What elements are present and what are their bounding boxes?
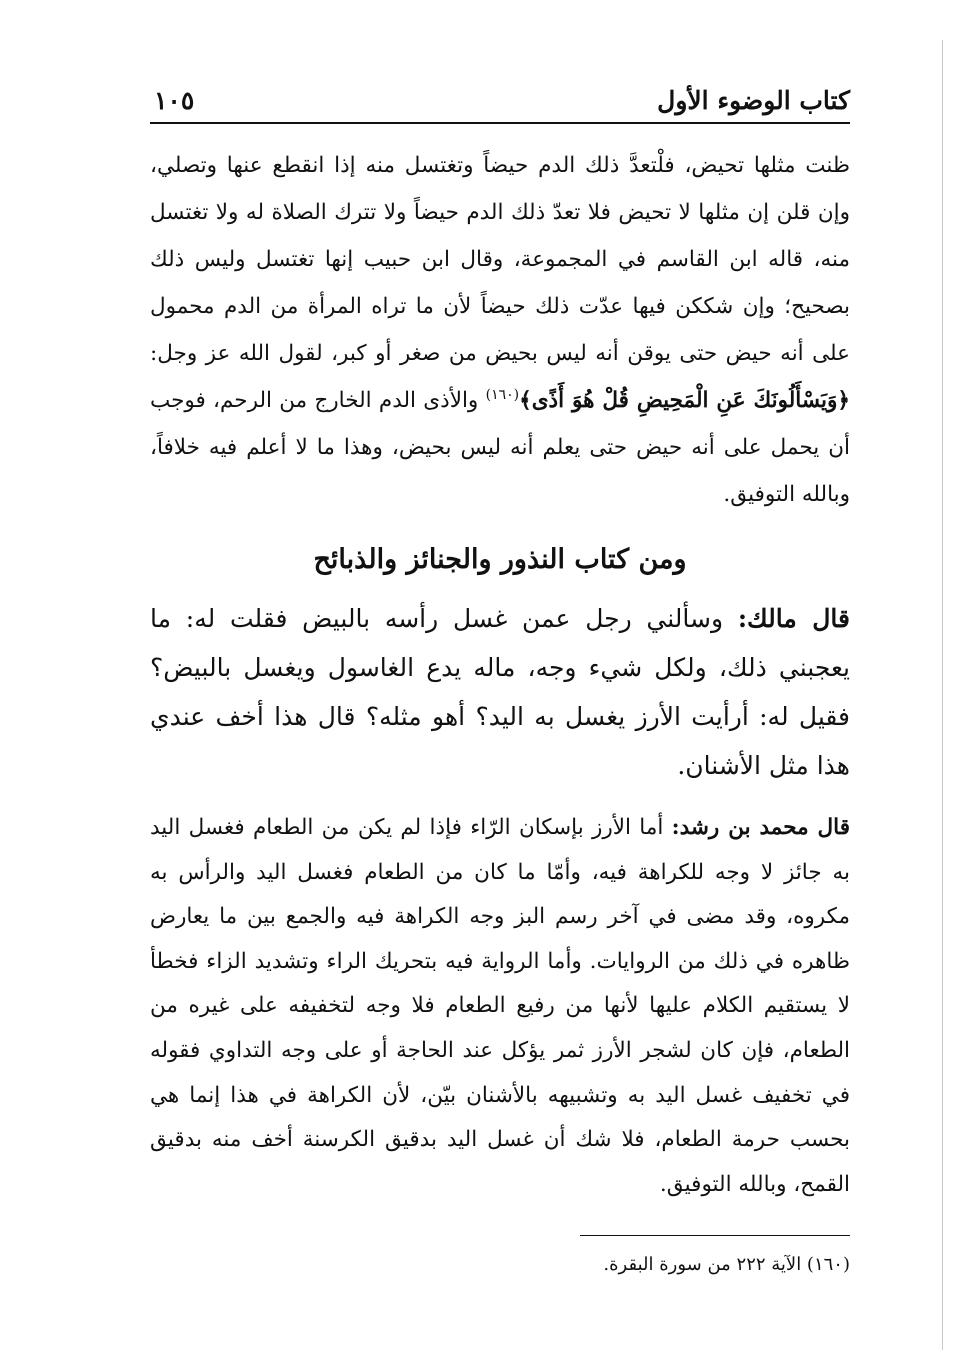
page-number: ١٠٥	[154, 86, 195, 115]
page-header	[150, 80, 850, 124]
section-heading: ومن كتاب النذور والجنائز والذبائح	[313, 544, 687, 575]
paragraph-1	[150, 142, 850, 518]
paragraph-3-speaker: قال محمد بن رشد:	[671, 815, 850, 840]
footnote-reference: (١٦٠)	[485, 386, 520, 403]
paragraph-2-text: وسألني رجل عمن غسل رأسه بالبيض فقلت له: ما يعجبني ذلك، ولكل شيء وجه، ماله يدع الغاسول ويغسل بالبيض؟ فقيل له: أرأيت الأرز يغسل به اليد؟ أهو مثله؟ قال هذا أخف عندي هذا مثل الأشنان.	[150, 604, 850, 780]
paragraph-1-text-after: والأذى الدم الخارج من الرحم، فوجب أن يحمل على أنه حيض حتى يعلم أنه ليس بحيض، وهذا ما لا أعلم فيه خلافاً، وبالله التوفيق.	[150, 388, 850, 507]
footnote-number: (١٦٠)	[806, 1254, 850, 1276]
paragraph-2-speaker: قال مالك:	[737, 604, 851, 633]
paragraph-3	[150, 806, 850, 1207]
footnote-separator	[580, 1235, 850, 1236]
footnote-text: الآية ٢٢٢ من سورة البقرة.	[603, 1254, 807, 1276]
document-page	[150, 80, 850, 1360]
footnote	[150, 1250, 850, 1280]
paragraph-3-text: أما الأرز بإسكان الرّاء فإذا لم يكن من الطعام فغسل اليد به جائز لا وجه للكراهة فيه، وأمّا ما كان من الطعام فغسل اليد والرأس به مكروه، وقد مضى في آخر رسم البز وجه الكراهة فيه والجمع بين ما يعارض ظاهره في ذلك من الروايات. وأما الرواية فيه بتحريك الراء وتشديد الزاء فخطأ لا يستقيم الكلام عليها لأنها من رفيع الطعام فلا وجه لتخفيفه على غيره من الطعام، فإن كان لشجر الأرز ثمر يؤكل عند الحاجة أو على وجه التداوي فقوله في تخفيف غسل اليد به وتشبيهه بالأشنان بيّن، لأن الكراهة في هذا إنما هي بحسب حرمة الطعام، فلا شك أن غسل اليد بدقيق الكرسنة أخف منه بدقيق القمح، وبالله التوفيق.	[150, 815, 850, 1197]
running-title: كتاب الوضوء الأول	[657, 86, 850, 115]
paragraph-1-text-before: ظنت مثلها تحيض، فلْتعدَّ ذلك الدم حيضاً وتغتسل منه إذا انقطع عنها وتصلي، وإن قلن إن مثلها لا تحيض فلا تعدّ ذلك الدم حيضاً ولا تترك الصلاة له ولا تغتسل منه، قاله ابن القاسم في المجموعة، وقال ابن حبيب إنها تغتسل وليس ذلك بصحيح؛ وإن شككن فيها عدّت ذلك حيضاً لأن ما تراه المرأة من الدم محمول على أنه حيض حتى يوقن أنه ليس بحيض من صغر أو كبر، لقول الله عز وجل:	[150, 153, 850, 366]
page-edge-line	[942, 40, 943, 1350]
quran-verse: ﴿وَيَسْأَلُونَكَ عَنِ الْمَحِيضِ قُلْ هُوَ أَذًى﴾	[519, 388, 850, 413]
paragraph-2	[150, 594, 850, 790]
